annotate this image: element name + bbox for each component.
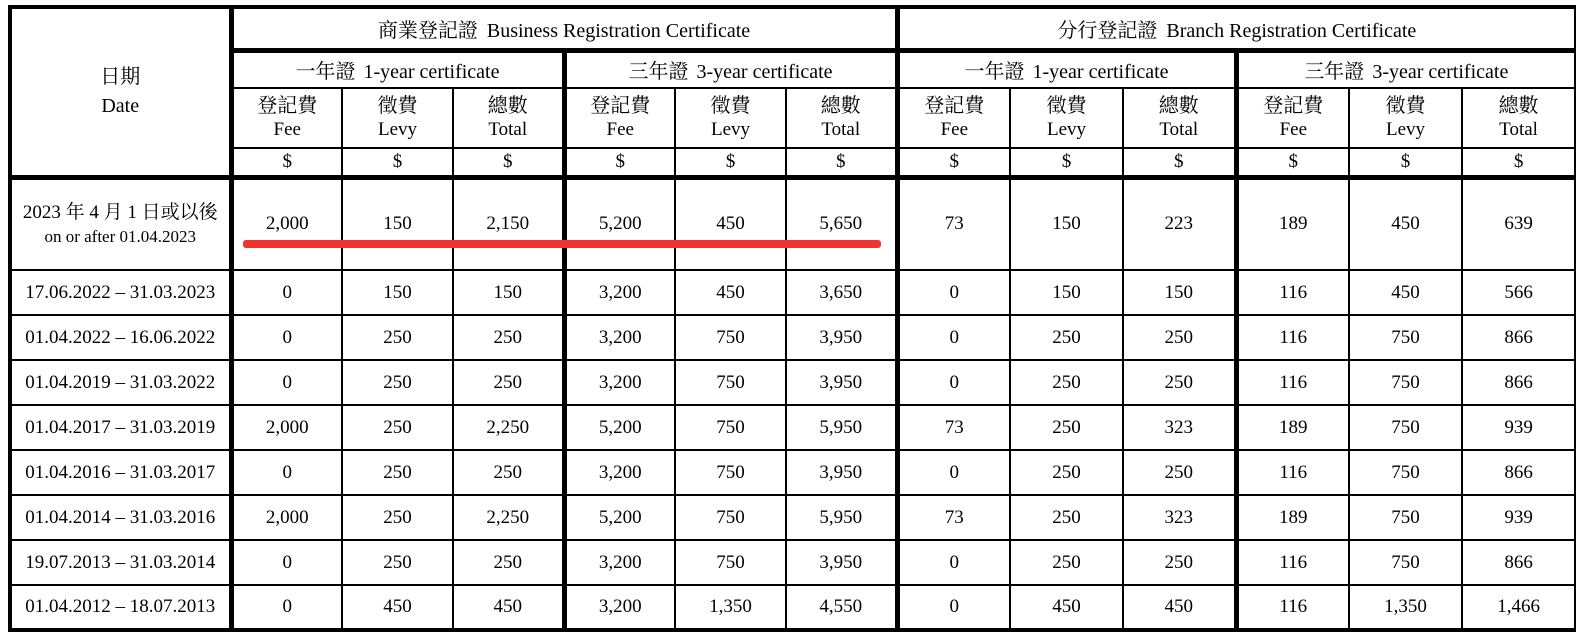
value-cell: 250 xyxy=(1123,315,1236,360)
date-cell: 01.04.2019 – 31.03.2022 xyxy=(10,360,231,405)
value-cell: 323 xyxy=(1123,405,1236,450)
value-cell: 150 xyxy=(1010,270,1123,315)
value-cell: 566 xyxy=(1462,270,1575,315)
branch-3yr-header: 三年證 3-year certificate xyxy=(1236,50,1575,88)
value-cell: 3,200 xyxy=(564,315,675,360)
value-cell: 150 xyxy=(453,270,564,315)
value-cell: 250 xyxy=(453,315,564,360)
business-3yr-header: 三年證 3-year certificate xyxy=(564,50,897,88)
fee-levy-total-row xyxy=(10,88,1575,148)
value-cell: 250 xyxy=(1123,450,1236,495)
value-cell: 866 xyxy=(1462,360,1575,405)
value-cell: 73 xyxy=(897,495,1010,540)
value-cell: 2,000 xyxy=(231,495,342,540)
value-cell: 250 xyxy=(342,315,453,360)
date-column-header xyxy=(10,7,231,177)
value-cell: 3,950 xyxy=(786,450,897,495)
date-cell: 01.04.2022 – 16.06.2022 xyxy=(10,315,231,360)
currency-cell: $ xyxy=(1236,148,1349,177)
value-cell: 639 xyxy=(1462,177,1575,270)
value-cell: 250 xyxy=(342,405,453,450)
value-cell: 189 xyxy=(1236,495,1349,540)
value-cell: 750 xyxy=(1349,405,1462,450)
value-cell: 2,000 xyxy=(231,177,342,270)
value-cell: 73 xyxy=(897,177,1010,270)
value-cell: 939 xyxy=(1462,495,1575,540)
value-cell: 450 xyxy=(453,585,564,630)
table-row xyxy=(10,450,1575,495)
value-cell: 0 xyxy=(231,540,342,585)
col-header-levy: 徵費 Levy xyxy=(1349,88,1462,148)
cert-type-row xyxy=(10,50,1575,88)
value-cell: 250 xyxy=(342,450,453,495)
value-cell: 250 xyxy=(342,360,453,405)
table-row xyxy=(10,495,1575,540)
col-header-total: 總數 Total xyxy=(1123,88,1236,148)
value-cell: 116 xyxy=(1236,360,1349,405)
branch-1yr-header: 一年證 1-year certificate xyxy=(897,50,1236,88)
value-cell: 750 xyxy=(1349,360,1462,405)
value-cell: 250 xyxy=(1010,540,1123,585)
value-cell: 750 xyxy=(1349,540,1462,585)
value-cell: 866 xyxy=(1462,540,1575,585)
value-cell: 450 xyxy=(342,585,453,630)
value-cell: 0 xyxy=(897,585,1010,630)
value-cell: 450 xyxy=(675,270,786,315)
value-cell: 750 xyxy=(1349,315,1462,360)
value-cell: 150 xyxy=(342,177,453,270)
value-cell: 189 xyxy=(1236,177,1349,270)
table-row xyxy=(10,177,1575,270)
currency-cell: $ xyxy=(453,148,564,177)
value-cell: 0 xyxy=(897,360,1010,405)
currency-cell: $ xyxy=(897,148,1010,177)
value-cell: 0 xyxy=(231,270,342,315)
value-cell: 866 xyxy=(1462,315,1575,360)
value-cell: 3,950 xyxy=(786,540,897,585)
value-cell: 1,466 xyxy=(1462,585,1575,630)
col-header-levy: 徵費 Levy xyxy=(1010,88,1123,148)
value-cell: 5,950 xyxy=(786,495,897,540)
value-cell: 866 xyxy=(1462,450,1575,495)
value-cell: 0 xyxy=(231,450,342,495)
date-cell: 2023 年 4 月 1 日或以後 on or after 01.04.2023 xyxy=(10,177,231,270)
value-cell: 250 xyxy=(342,540,453,585)
date-cell: 01.04.2016 – 31.03.2017 xyxy=(10,450,231,495)
value-cell: 116 xyxy=(1236,450,1349,495)
value-cell: 5,200 xyxy=(564,405,675,450)
value-cell: 450 xyxy=(1349,270,1462,315)
col-header-total: 總數 Total xyxy=(453,88,564,148)
value-cell: 116 xyxy=(1236,270,1349,315)
value-cell: 250 xyxy=(1123,540,1236,585)
value-cell: 0 xyxy=(231,585,342,630)
value-cell: 450 xyxy=(1010,585,1123,630)
value-cell: 189 xyxy=(1236,405,1349,450)
value-cell: 250 xyxy=(1123,360,1236,405)
value-cell: 0 xyxy=(231,315,342,360)
value-cell: 250 xyxy=(453,450,564,495)
value-cell: 3,950 xyxy=(786,315,897,360)
value-cell: 223 xyxy=(1123,177,1236,270)
value-cell: 5,200 xyxy=(564,177,675,270)
value-cell: 750 xyxy=(675,315,786,360)
currency-cell: $ xyxy=(1462,148,1575,177)
value-cell: 750 xyxy=(675,405,786,450)
value-cell: 450 xyxy=(1349,177,1462,270)
value-cell: 150 xyxy=(1123,270,1236,315)
value-cell: 250 xyxy=(1010,405,1123,450)
business-section-title xyxy=(231,7,897,50)
currency-cell: $ xyxy=(1349,148,1462,177)
currency-cell: $ xyxy=(342,148,453,177)
col-header-levy: 徵費 Levy xyxy=(342,88,453,148)
branch-section-title-zh: 分行登記證 xyxy=(1057,19,1158,42)
value-cell: 939 xyxy=(1462,405,1575,450)
table-row xyxy=(10,360,1575,405)
value-cell: 3,200 xyxy=(564,270,675,315)
currency-cell: $ xyxy=(564,148,675,177)
value-cell: 116 xyxy=(1236,540,1349,585)
value-cell: 250 xyxy=(1010,315,1123,360)
business-1yr-header: 一年證 1-year certificate xyxy=(231,50,564,88)
value-cell: 116 xyxy=(1236,585,1349,630)
col-header-total: 總數 Total xyxy=(786,88,897,148)
value-cell: 5,950 xyxy=(786,405,897,450)
value-cell: 750 xyxy=(1349,495,1462,540)
currency-cell: $ xyxy=(1123,148,1236,177)
date-cell: 19.07.2013 – 31.03.2014 xyxy=(10,540,231,585)
value-cell: 5,200 xyxy=(564,495,675,540)
currency-cell: $ xyxy=(231,148,342,177)
date-cell: 01.04.2012 – 18.07.2013 xyxy=(10,585,231,630)
currency-row xyxy=(10,148,1575,177)
col-header-total: 總數 Total xyxy=(1462,88,1575,148)
col-header-fee: 登記費 Fee xyxy=(897,88,1010,148)
value-cell: 750 xyxy=(675,360,786,405)
table-row xyxy=(10,585,1575,630)
value-cell: 5,650 xyxy=(786,177,897,270)
value-cell: 3,950 xyxy=(786,360,897,405)
col-header-levy: 徵費 Levy xyxy=(675,88,786,148)
value-cell: 750 xyxy=(675,540,786,585)
col-header-fee: 登記費 Fee xyxy=(1236,88,1349,148)
business-section-title-en: Business Registration Certificate xyxy=(486,19,751,42)
value-cell: 0 xyxy=(897,540,1010,585)
value-cell: 150 xyxy=(1010,177,1123,270)
date-header-en: Date xyxy=(101,94,140,117)
value-cell: 3,650 xyxy=(786,270,897,315)
col-header-fee: 登記費 Fee xyxy=(231,88,342,148)
value-cell: 450 xyxy=(675,177,786,270)
date-cell: 01.04.2017 – 31.03.2019 xyxy=(10,405,231,450)
date-header-zh: 日期 xyxy=(100,65,141,88)
currency-cell: $ xyxy=(786,148,897,177)
branch-section-title-en: Branch Registration Certificate xyxy=(1166,19,1417,42)
value-cell: 250 xyxy=(453,360,564,405)
business-section-title-zh: 商業登記證 xyxy=(377,19,478,42)
table-row xyxy=(10,315,1575,360)
value-cell: 323 xyxy=(1123,495,1236,540)
table-row xyxy=(10,270,1575,315)
red-underline-annotation xyxy=(243,240,881,248)
date-cell: 01.04.2014 – 31.03.2016 xyxy=(10,495,231,540)
value-cell: 750 xyxy=(675,495,786,540)
table-row xyxy=(10,540,1575,585)
date-cell: 17.06.2022 – 31.03.2023 xyxy=(10,270,231,315)
value-cell: 2,250 xyxy=(453,495,564,540)
value-cell: 0 xyxy=(897,270,1010,315)
value-cell: 2,150 xyxy=(453,177,564,270)
currency-cell: $ xyxy=(675,148,786,177)
value-cell: 750 xyxy=(675,450,786,495)
value-cell: 0 xyxy=(897,315,1010,360)
value-cell: 150 xyxy=(342,270,453,315)
value-cell: 1,350 xyxy=(675,585,786,630)
table-row xyxy=(10,405,1575,450)
section-title-row xyxy=(10,7,1575,50)
value-cell: 0 xyxy=(231,360,342,405)
value-cell: 1,350 xyxy=(1349,585,1462,630)
value-cell: 250 xyxy=(342,495,453,540)
value-cell: 73 xyxy=(897,405,1010,450)
value-cell: 450 xyxy=(1123,585,1236,630)
value-cell: 250 xyxy=(1010,450,1123,495)
value-cell: 3,200 xyxy=(564,540,675,585)
branch-section-title xyxy=(897,7,1575,50)
value-cell: 750 xyxy=(1349,450,1462,495)
value-cell: 3,200 xyxy=(564,450,675,495)
value-cell: 250 xyxy=(1010,360,1123,405)
value-cell: 2,000 xyxy=(231,405,342,450)
value-cell: 250 xyxy=(453,540,564,585)
value-cell: 0 xyxy=(897,450,1010,495)
value-cell: 2,250 xyxy=(453,405,564,450)
value-cell: 3,200 xyxy=(564,360,675,405)
value-cell: 4,550 xyxy=(786,585,897,630)
value-cell: 3,200 xyxy=(564,585,675,630)
fee-schedule-table xyxy=(8,5,1576,632)
value-cell: 116 xyxy=(1236,315,1349,360)
col-header-fee: 登記費 Fee xyxy=(564,88,675,148)
value-cell: 250 xyxy=(1010,495,1123,540)
currency-cell: $ xyxy=(1010,148,1123,177)
